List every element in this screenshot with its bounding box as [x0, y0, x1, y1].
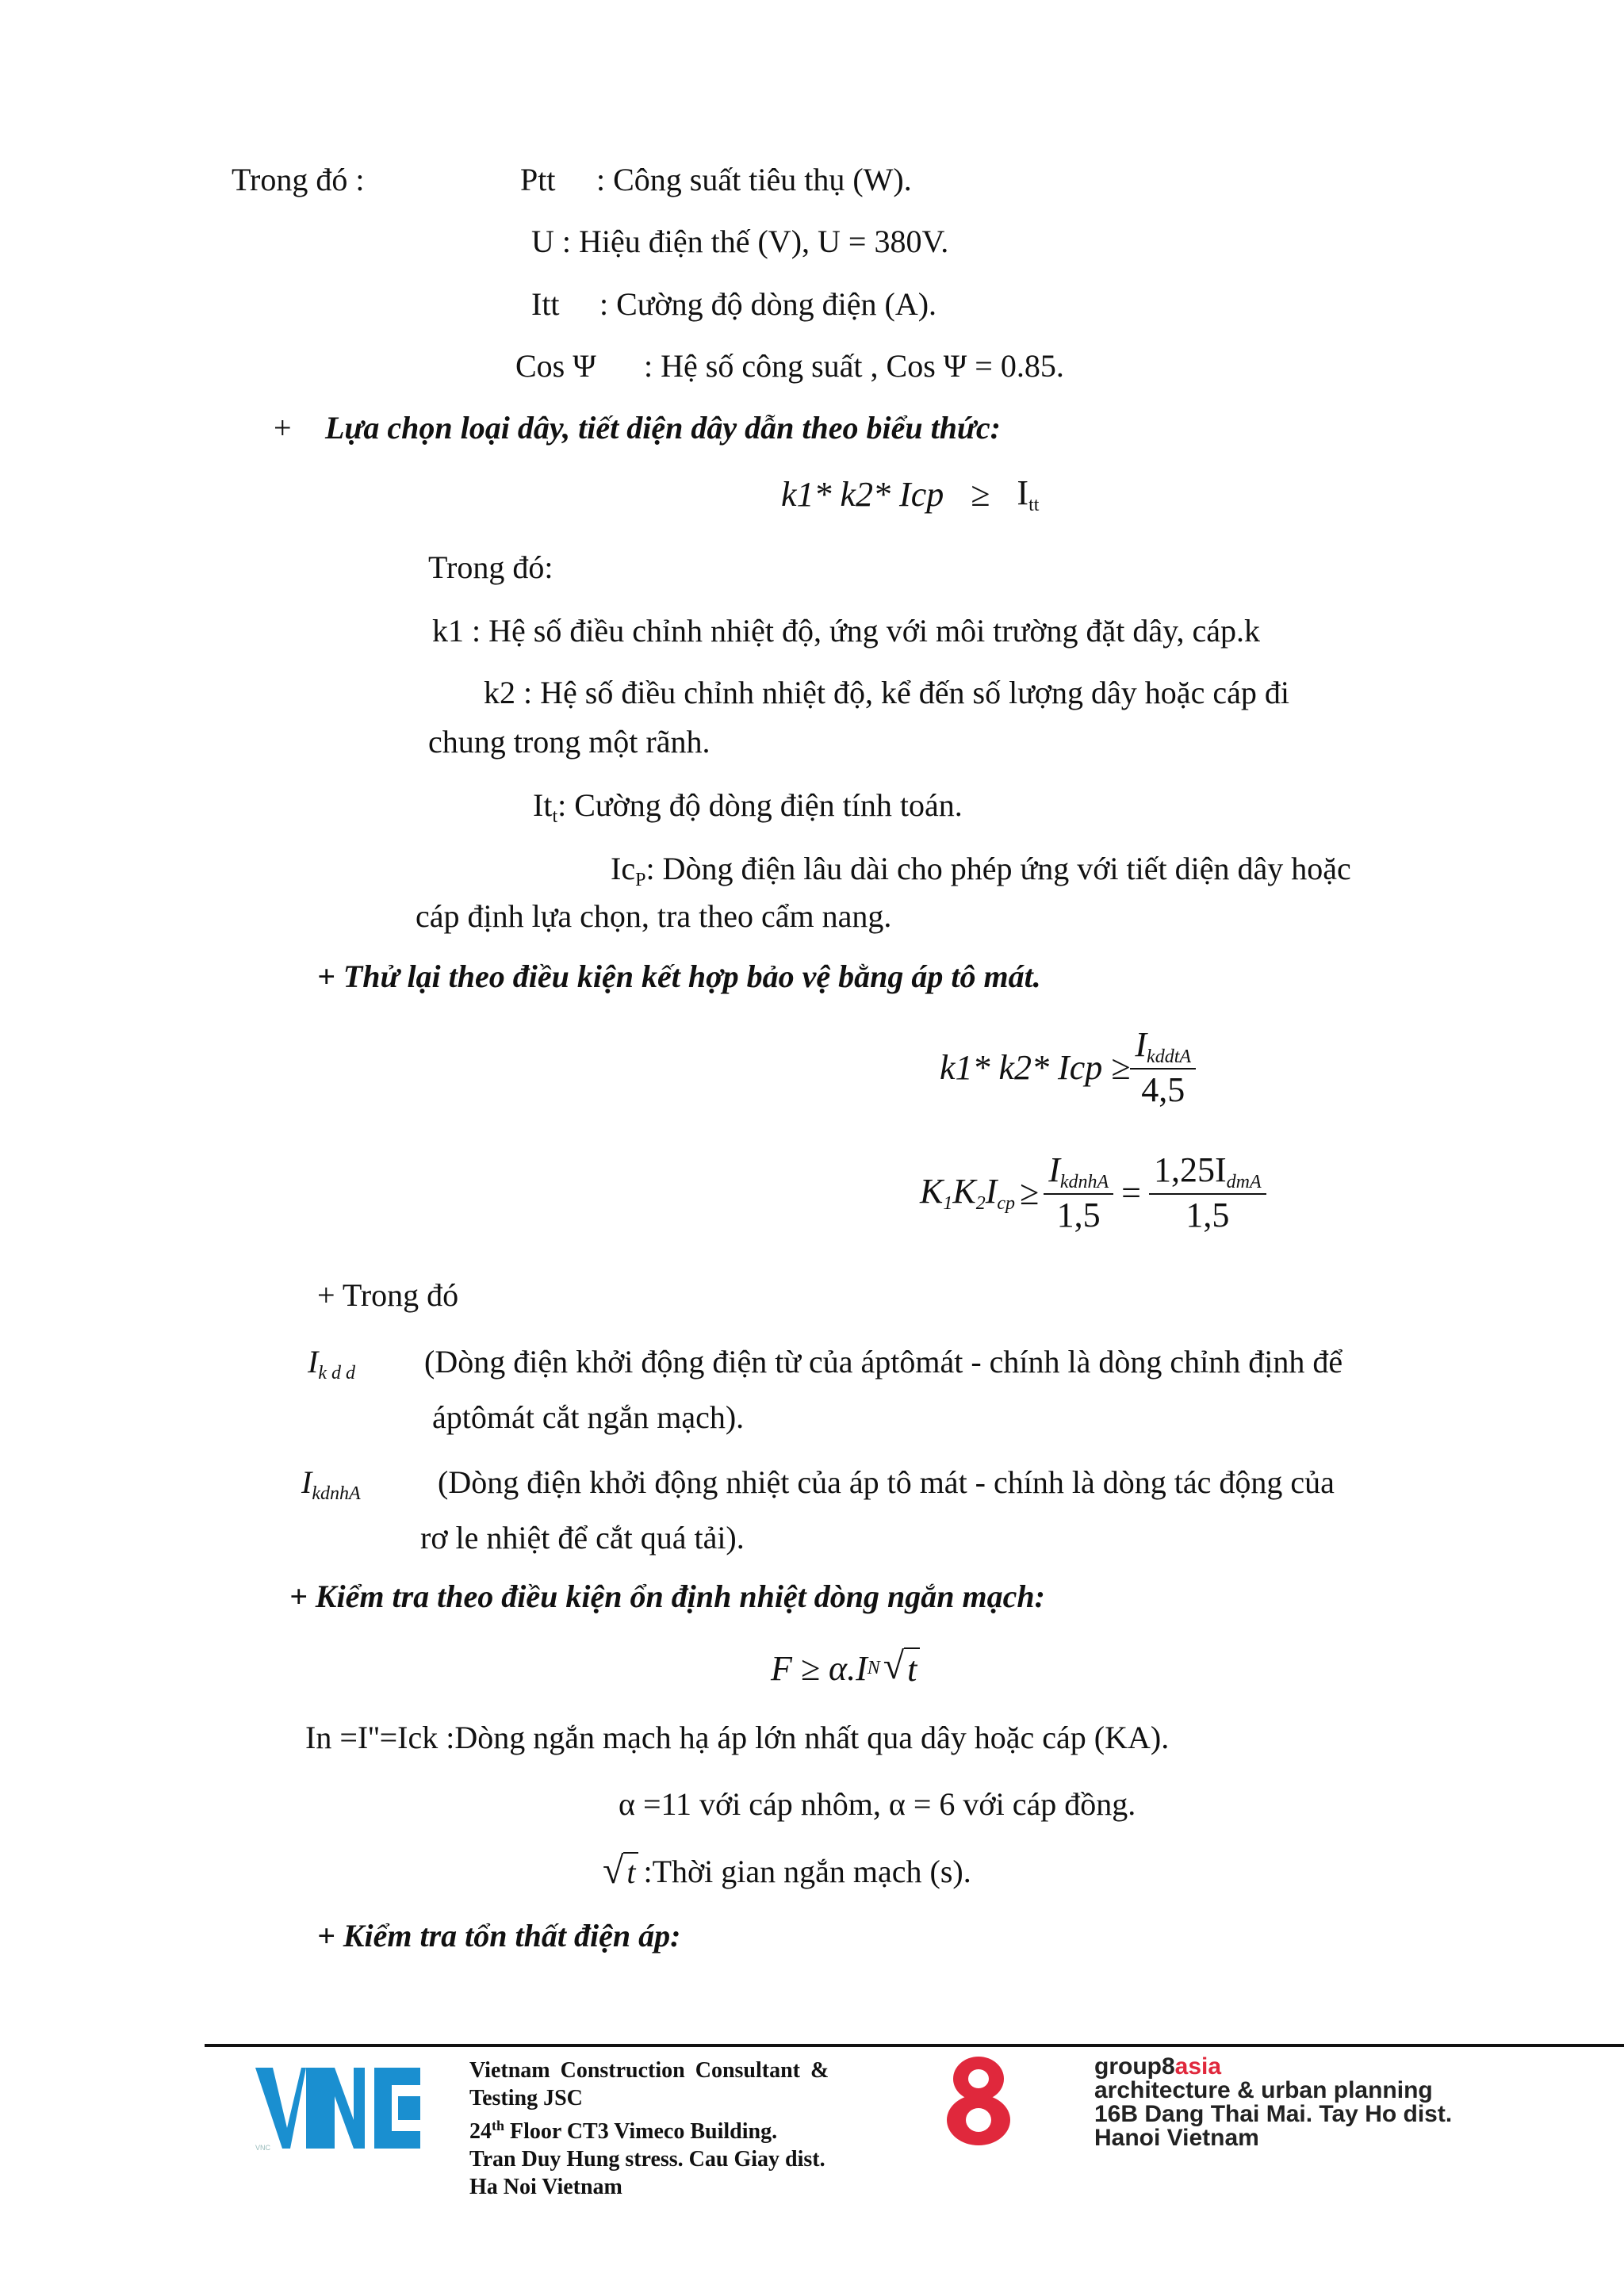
formula-breaker-2-lhs: $K_1K_2I_{cp}$	[920, 1171, 1016, 1214]
k1-definition: k1 : Hệ số điều chỉnh nhiệt độ, ứng với môi trường đặt dây, cáp.k	[432, 613, 1261, 649]
alpha-definition: α =11 với cáp nhôm, α = 6 với cáp đồng.	[619, 1786, 1136, 1822]
section-heading-voltage-loss: + Kiểm tra tổn thất điện áp:	[317, 1918, 681, 1954]
group8-name: group8asia	[1094, 2053, 1222, 2080]
ikdd-symbol: $I_{k d d}$	[308, 1344, 355, 1383]
itt-symbol: Itt	[531, 286, 560, 322]
company-name-line1: Vietnam Construction Consultant &	[469, 2058, 829, 2083]
formula-lhs: k1* k2* Icp	[781, 475, 944, 514]
formula-breaker-1-fraction: $\frac{I_{kddtA}}{4,5}$	[1130, 1024, 1196, 1110]
plus-bullet: +	[274, 410, 292, 446]
company-address-line2: Tran Duy Hung stress. Cau Giay dist.	[469, 2147, 825, 2172]
t-definition: √ t :Thời gian ngắn mạch (s).	[603, 1850, 971, 1892]
company-address-line1: 24th Floor CT3 Vimeco Building.	[469, 2118, 778, 2144]
itt-description: : Cường độ dòng điện (A).	[599, 286, 937, 322]
cos-description: : Hệ số công suất , Cos Ψ = 0.85.	[644, 348, 1064, 384]
vnc-logo	[255, 2064, 422, 2153]
itt-calc-definition: $It_t$: Cường độ dòng điện tính toán.	[533, 787, 963, 827]
company-info	[469, 2057, 829, 2201]
in-definition: In =I''=Ick :Dòng ngắn mạch hạ áp lớn nhất qua dây hoặc cáp (KA).	[305, 1720, 1170, 1755]
ikdnha-description-line1: (Dòng điện khởi động nhiệt của áp tô mát - chính là dòng tác động của	[438, 1464, 1335, 1500]
ikdnha-description-line2: rơ le nhiệt để cắt quá tải).	[420, 1520, 745, 1556]
formula-breaker-2: $K_1K_2I_{cp}$ ≥ $\frac{I_{kdnhA}}{1,5}$ = $\frac{1,25I_{dmA}}{1,5}$	[920, 1150, 1266, 1235]
ikdnha-symbol: $I_{kdnhA}$	[301, 1464, 361, 1504]
section-heading-short-circuit: + Kiểm tra theo điều kiện ổn định nhiệt dòng ngắn mạch:	[289, 1578, 1045, 1614]
k2-definition-line2: chung trong một rãnh.	[428, 724, 710, 760]
company-address-line3: Ha Noi Vietnam	[469, 2175, 622, 2199]
company-name-line2: Testing JSC	[469, 2086, 583, 2110]
section-heading-wire-selection: Lựa chọn loại dây, tiết diện dây dẫn theo biểu thức:	[325, 410, 1001, 446]
formula-breaker-2-fraction-2: $\frac{1,25I_{dmA}}{1,5}$	[1149, 1150, 1266, 1235]
ikdd-description-line2: áptômát cắt ngắn mạch).	[432, 1399, 745, 1435]
ptt-description: : Công suất tiêu thụ (W).	[596, 162, 912, 197]
footer-divider	[205, 2044, 1624, 2047]
group8-address-line2: Hanoi Vietnam	[1094, 2125, 1259, 2151]
icp-definition-line1: $Ic_P$: Dòng điện lâu dài cho phép ứng với tiết diện dây hoặc	[611, 851, 1351, 890]
k2-definition-line1: k2 : Hệ số điều chỉnh nhiệt độ, kể đến số lượng dây hoặc cáp đi	[484, 675, 1289, 710]
cos-symbol: Cos Ψ	[515, 348, 596, 384]
formula-short-circuit: F ≥ α.I N √ t	[771, 1647, 920, 1689]
group8-tagline: architecture & urban planning	[1094, 2077, 1433, 2103]
formula-breaker-1-lhs: k1* k2* Icp ≥	[940, 1047, 1131, 1087]
trong-do-label: Trong đó :	[232, 162, 365, 197]
svg-text:VNC: VNC	[255, 2144, 271, 2152]
trong-do-label-3: + Trong đó	[317, 1277, 459, 1313]
group8-eight-logo	[945, 2055, 1012, 2147]
formula-rhs: $I_{tt}$	[1017, 473, 1040, 515]
section-heading-breaker-check: + Thử lại theo điều kiện kết hợp bảo vệ bằng áp tô mát.	[317, 959, 1041, 994]
icp-definition-line2: cáp định lựa chọn, tra theo cẩm nang.	[416, 898, 892, 934]
formula-wire-selection	[781, 473, 1039, 516]
group8-info	[1094, 2055, 1452, 2150]
formula-breaker-2-fraction-1: $\frac{I_{kdnhA}}{1,5}$	[1044, 1150, 1113, 1235]
trong-do-label-2: Trong đó:	[428, 549, 553, 585]
ptt-symbol: Ptt	[520, 162, 556, 197]
formula-operator: ≥	[971, 475, 990, 514]
u-definition: U : Hiệu điện thế (V), U = 380V.	[531, 224, 949, 259]
formula-breaker-1	[940, 1024, 1196, 1110]
ikdd-description-line1: (Dòng điện khởi động điện từ của áptômát - chính là dòng chỉnh định để	[424, 1344, 1343, 1380]
group8-address-line1: 16B Dang Thai Mai. Tay Ho dist.	[1094, 2101, 1453, 2127]
